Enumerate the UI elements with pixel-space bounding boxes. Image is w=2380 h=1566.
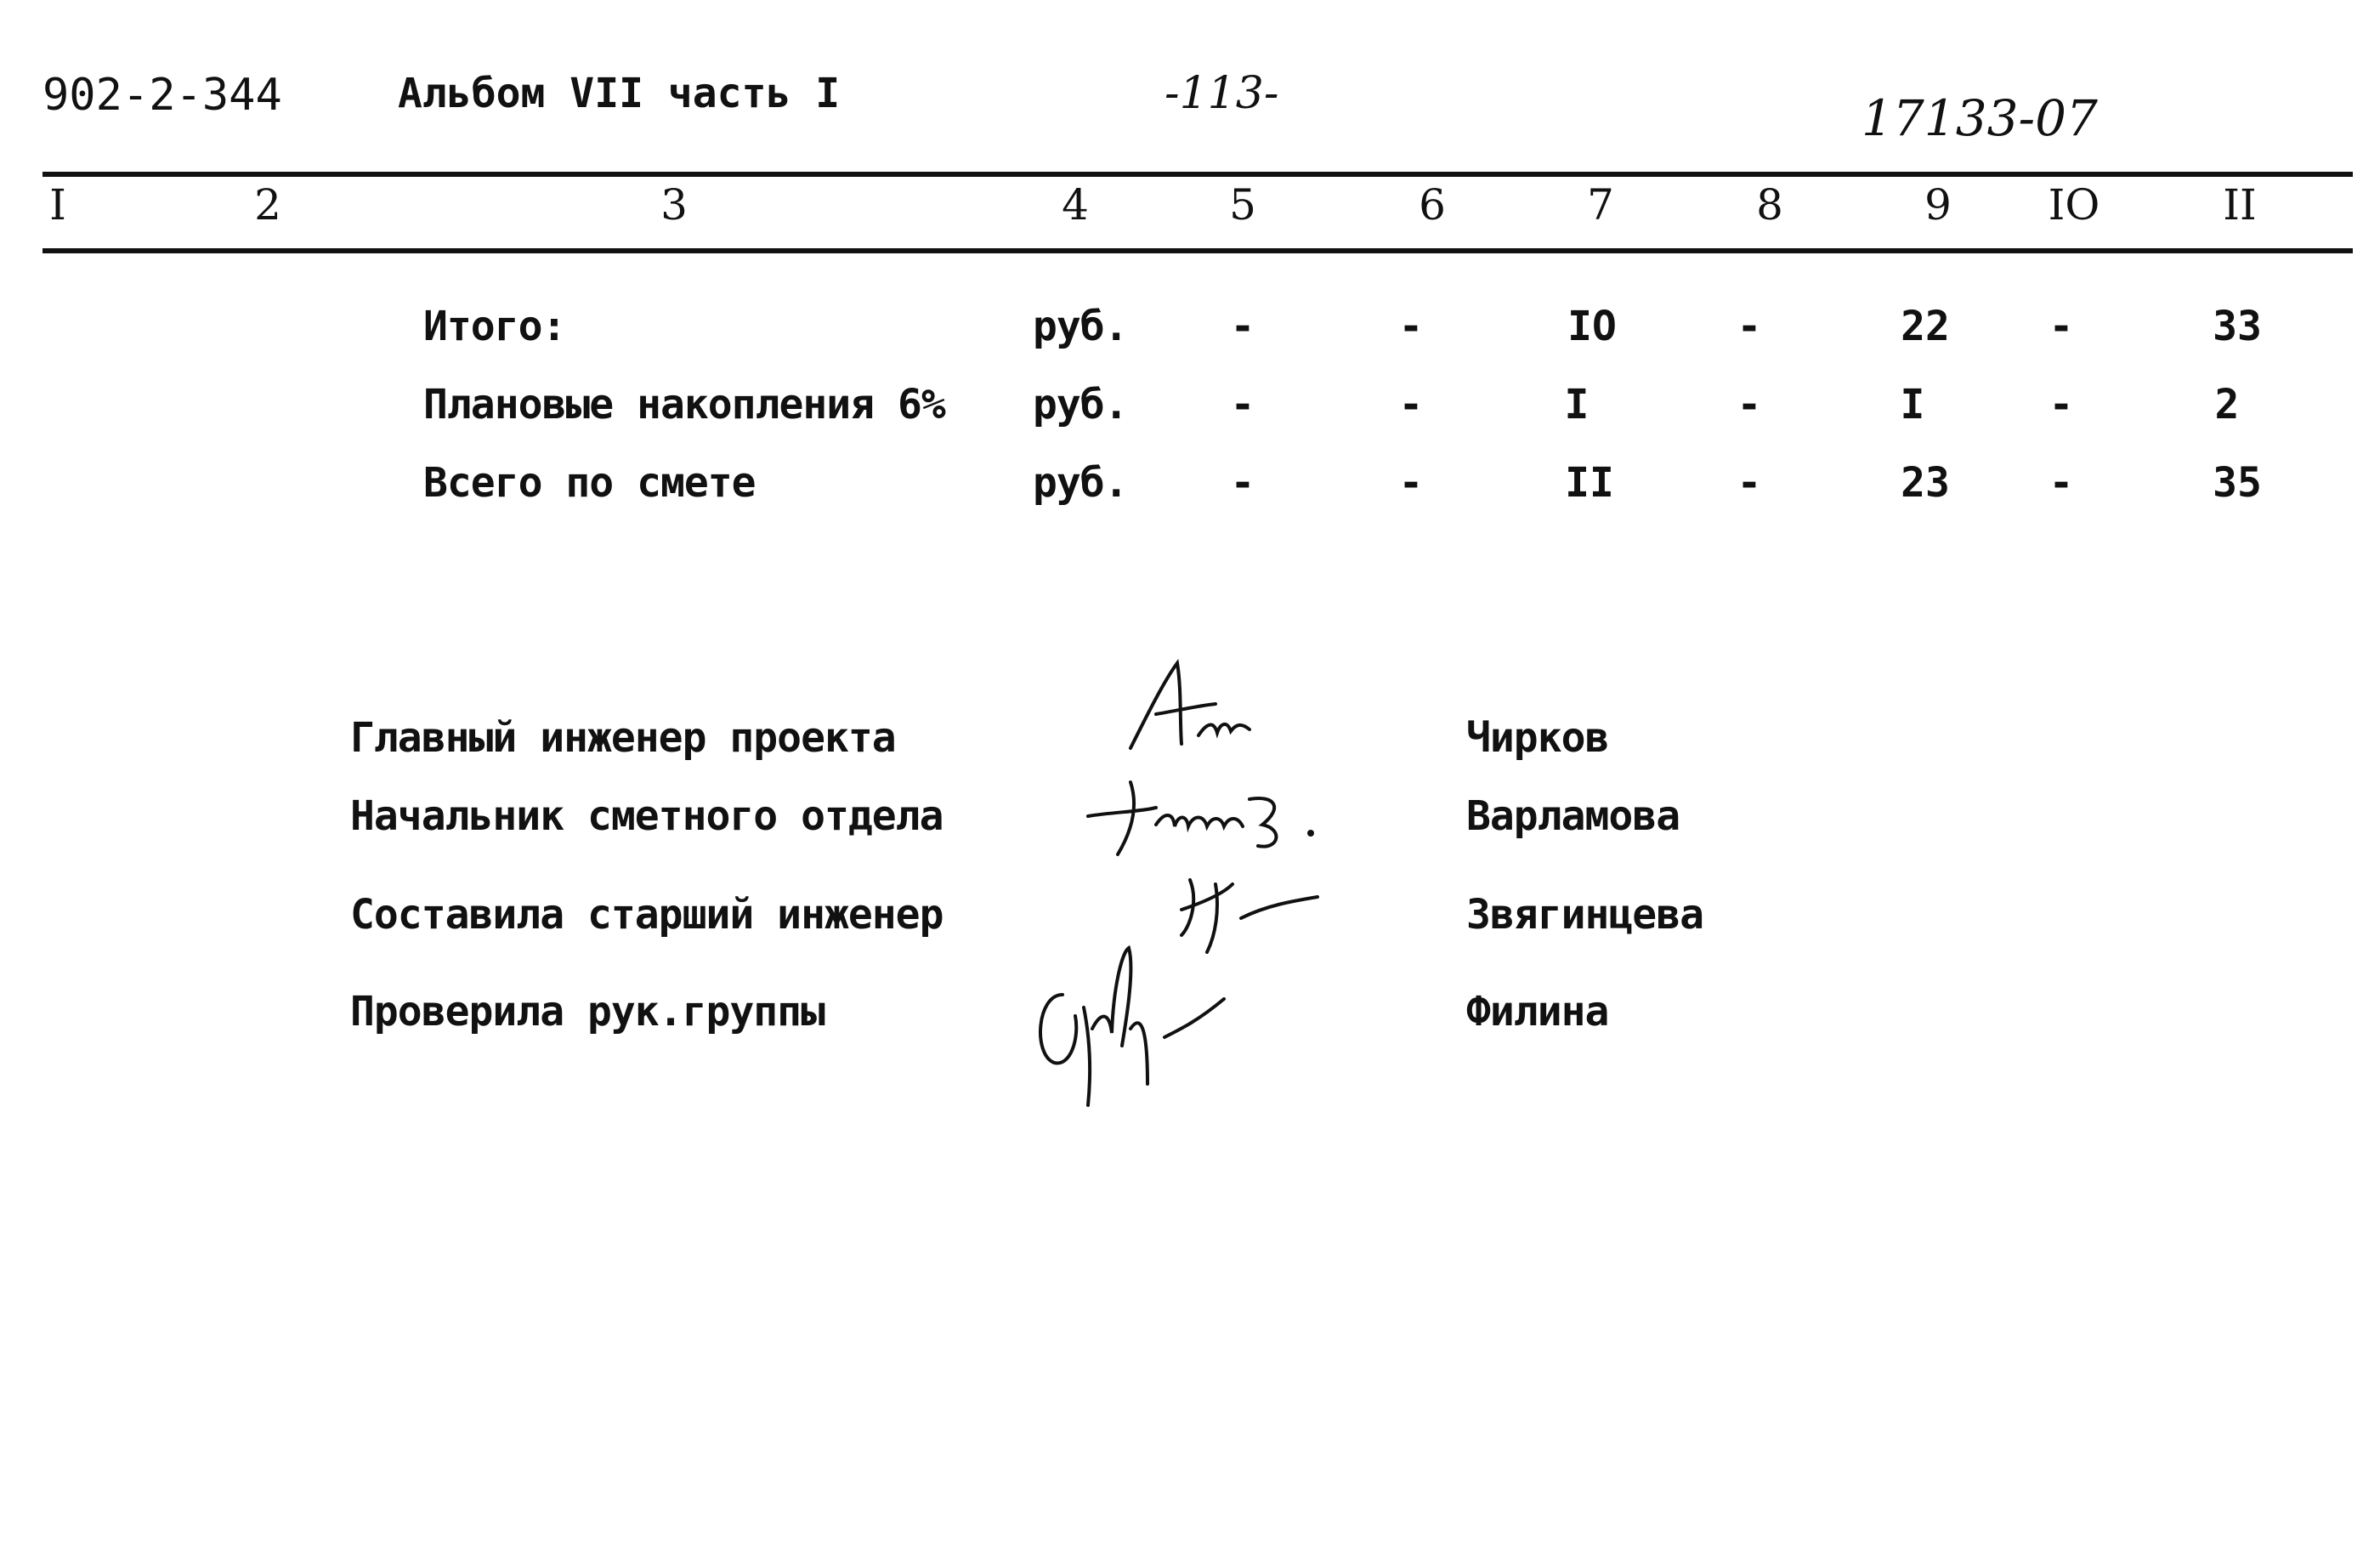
row-unit: руб. bbox=[1033, 303, 1128, 350]
row-label: Итого: bbox=[423, 303, 566, 350]
column-header: 9 bbox=[1924, 180, 1952, 230]
cell-c6: - bbox=[1398, 381, 1424, 428]
signatory-name: Чирков bbox=[1466, 714, 1609, 762]
cell-c11: 33 bbox=[2213, 303, 2262, 350]
signatory-name: Филина bbox=[1466, 988, 1609, 1035]
cell-c11: 35 bbox=[2213, 459, 2262, 507]
cell-c5: - bbox=[1230, 459, 1255, 507]
header-bottom-rule bbox=[42, 248, 2353, 253]
cell-c7: IO bbox=[1567, 303, 1617, 350]
column-header: II bbox=[2223, 180, 2257, 230]
cell-c8: - bbox=[1737, 381, 1762, 428]
cell-c11: 2 bbox=[2214, 381, 2240, 428]
cell-c8: - bbox=[1737, 303, 1762, 350]
cell-c6: - bbox=[1398, 303, 1424, 350]
registration-number: 17133-07 bbox=[1862, 89, 2098, 147]
cell-c5: - bbox=[1230, 303, 1255, 350]
page-number: -113- bbox=[1164, 68, 1279, 119]
cell-c10: - bbox=[2048, 459, 2074, 507]
top-rule bbox=[42, 172, 2353, 177]
cell-c5: - bbox=[1230, 381, 1255, 428]
column-header: 6 bbox=[1419, 180, 1446, 230]
cell-c9: 23 bbox=[1901, 459, 1950, 507]
cell-c7: I bbox=[1564, 381, 1590, 428]
document-code: 902-2-344 bbox=[42, 70, 282, 121]
row-unit: руб. bbox=[1033, 459, 1128, 507]
column-header: IO bbox=[2048, 180, 2100, 230]
column-header: 3 bbox=[660, 180, 688, 230]
column-header: 2 bbox=[254, 180, 281, 230]
cell-c6: - bbox=[1398, 459, 1424, 507]
column-header: 4 bbox=[1062, 180, 1089, 230]
handwritten-signature-2 bbox=[1080, 765, 1343, 867]
signatory-position: Начальник сметного отдела bbox=[350, 792, 944, 840]
cell-c10: - bbox=[2048, 303, 2074, 350]
column-header: I bbox=[49, 180, 66, 230]
cell-c8: - bbox=[1737, 459, 1762, 507]
signatory-name: Варламова bbox=[1466, 792, 1680, 840]
signatory-position: Главный инженер проекта bbox=[350, 714, 896, 762]
column-header: 5 bbox=[1229, 180, 1256, 230]
row-label: Всего по смете bbox=[423, 459, 756, 507]
column-header: 7 bbox=[1587, 180, 1614, 230]
cell-c7: II bbox=[1565, 459, 1614, 507]
row-label: Плановые накопления 6% bbox=[423, 381, 945, 428]
row-unit: руб. bbox=[1033, 381, 1128, 428]
cell-c9: 22 bbox=[1901, 303, 1950, 350]
column-header: 8 bbox=[1756, 180, 1783, 230]
cell-c10: - bbox=[2048, 381, 2074, 428]
signatory-position: Составила старший инженер bbox=[350, 891, 944, 939]
handwritten-signature-4 bbox=[1028, 935, 1250, 1114]
handwritten-signature-1 bbox=[1114, 655, 1292, 765]
signatory-position: Проверила рук.группы bbox=[350, 988, 824, 1035]
cell-c9: I bbox=[1900, 381, 1925, 428]
album-label: Альбом VII часть I bbox=[398, 70, 841, 117]
signatory-name: Звягинцева bbox=[1466, 891, 1703, 939]
